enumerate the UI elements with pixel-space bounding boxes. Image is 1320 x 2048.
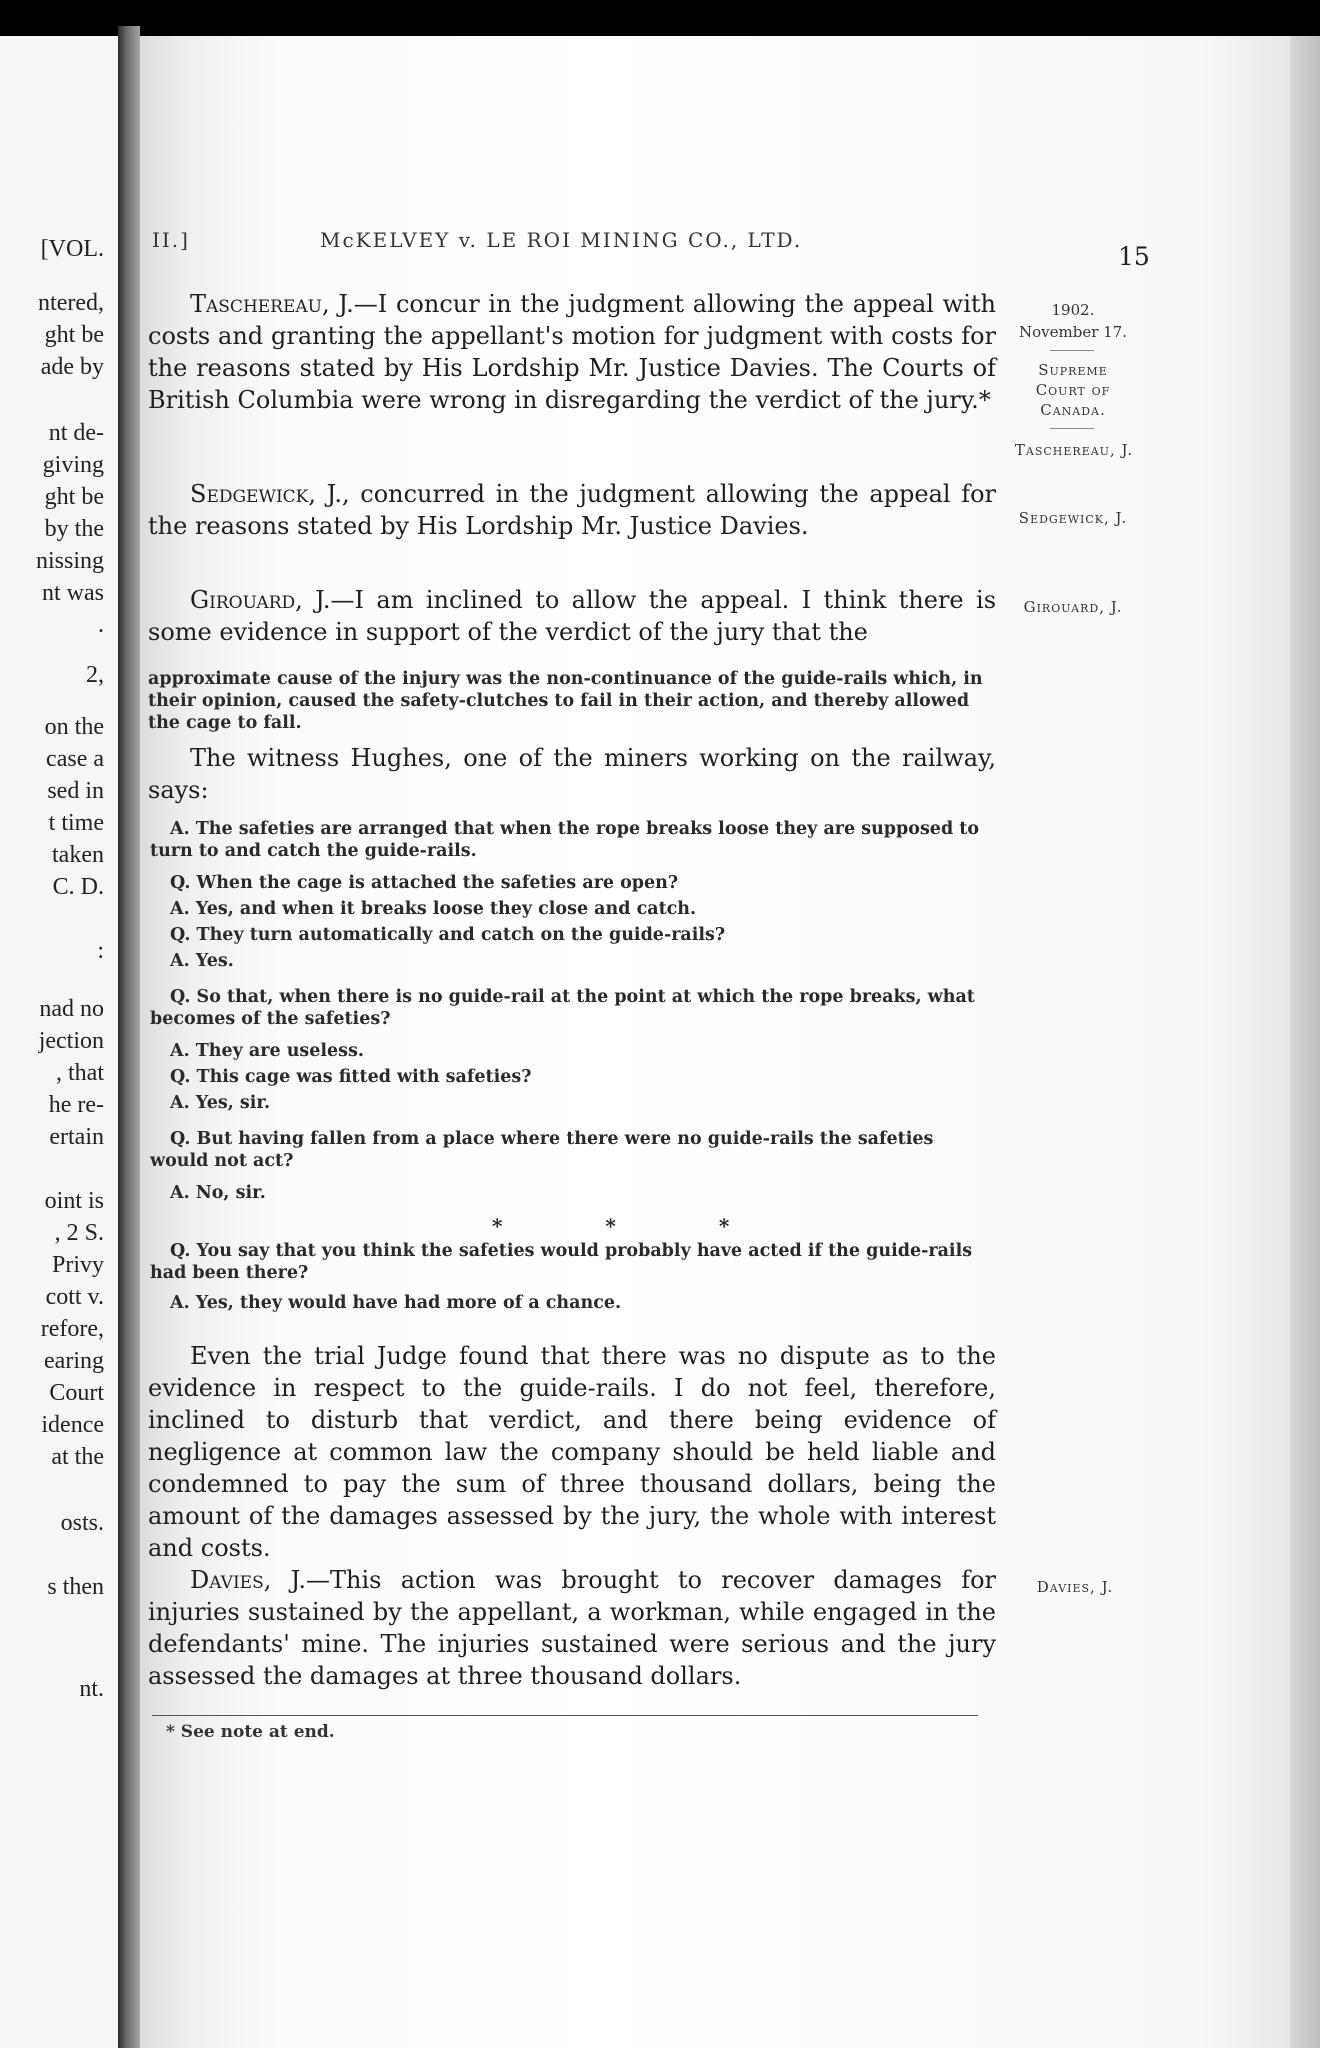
ellipsis-stars: * * * bbox=[492, 1214, 778, 1238]
facing-page-line: nt. bbox=[79, 1676, 104, 1702]
paragraph-text: —I concur in the judgment allowing the appeal with costs and granting the appellant's motion for judgment with costs for the reasons stated by His Lordship Mr. Justice Davies. The Courts of British Columbia were wrong in disregarding the verdict of the jury.* bbox=[148, 290, 996, 414]
testimony-line: A. They are useless. bbox=[170, 1041, 364, 1061]
testimony-line: A. Yes, and when it breaks loose they close and catch. bbox=[170, 899, 697, 919]
testimony-line: Q. You say that you think the safeties would probably have acted if the guide-rails had been there? bbox=[150, 1241, 973, 1283]
witness-intro: The witness Hughes, one of the miners working on the railway, says: bbox=[148, 744, 996, 804]
margin-court-3: Canada. bbox=[1040, 401, 1106, 419]
facing-page-line: 2, bbox=[86, 662, 104, 688]
facing-page-line: at the bbox=[51, 1444, 104, 1470]
facing-page-line: he re- bbox=[48, 1092, 104, 1118]
facing-page-line: sed in bbox=[47, 778, 104, 804]
facing-page-line: Privy bbox=[51, 1252, 104, 1278]
margin-court-2: Court of bbox=[1035, 381, 1111, 399]
facing-page-line: earing bbox=[44, 1348, 104, 1374]
testimony-line: Q. When the cage is attached the safeties are open? bbox=[170, 873, 679, 893]
footnote: * See note at end. bbox=[166, 1722, 335, 1742]
margin-rule bbox=[1050, 428, 1094, 429]
facing-page-line: nt was bbox=[42, 580, 104, 606]
testimony-line: A. Yes. bbox=[170, 951, 234, 971]
margin-sedgewick: Sedgewick, J. bbox=[1018, 509, 1128, 527]
testimony-line: A. No, sir. bbox=[170, 1183, 266, 1203]
facing-page-line: Court bbox=[49, 1380, 104, 1406]
book-spine bbox=[118, 26, 140, 2048]
paragraph-text: , concurred in the judgment allowing the appeal for the reasons stated by His Lordship Mr. Justice Davies. bbox=[148, 480, 996, 540]
facing-page-line: cott v. bbox=[45, 1284, 104, 1310]
facing-page-fragment bbox=[0, 36, 118, 2048]
testimony-line: A. Yes, they would have had more of a chance. bbox=[170, 1293, 622, 1313]
testimony-line: Q. This cage was fitted with safeties? bbox=[170, 1067, 532, 1087]
judge-name: Taschereau, J. bbox=[190, 290, 354, 318]
facing-page-line: , that bbox=[56, 1060, 104, 1086]
volume-mark: II.] bbox=[152, 228, 190, 252]
margin-court-1: Supreme bbox=[1038, 361, 1108, 379]
page-number: 15 bbox=[1118, 242, 1150, 271]
testimony-line: Q. But having fallen from a place where there were no guide-rails the safeties would not act? bbox=[150, 1129, 934, 1171]
judge-name: Girouard, J. bbox=[190, 586, 331, 614]
facing-page-line: giving bbox=[42, 452, 104, 478]
facing-page-line: ade by bbox=[40, 354, 104, 380]
paragraph-text: —I am inclined to allow the appeal. I think there is some evidence in support of the verdict of the jury that the bbox=[148, 586, 997, 646]
facing-page-line: s then bbox=[47, 1574, 104, 1600]
facing-page-line: t time bbox=[48, 810, 104, 836]
taschereau-paragraph bbox=[148, 288, 996, 416]
sedgewick-paragraph bbox=[148, 478, 996, 542]
margin-date: November 17. bbox=[1018, 323, 1127, 341]
girouard-quote: approximate cause of the injury was the non-continuance of the guide-rails which, in their opinion, caused the safety-clutches to fail in their action, and thereby allowed the cage to fall. bbox=[148, 669, 983, 733]
testimony-line: A. Yes, sir. bbox=[170, 1093, 271, 1113]
facing-page-line: nad no bbox=[39, 996, 104, 1022]
margin-taschereau: Taschereau, J. bbox=[1014, 441, 1134, 459]
facing-page-line: ntered, bbox=[38, 290, 104, 316]
footnote-rule bbox=[152, 1715, 978, 1716]
facing-page-line: C. D. bbox=[52, 874, 104, 900]
facing-page-line: . bbox=[98, 612, 104, 638]
facing-page-line: by the bbox=[44, 516, 104, 542]
facing-page-line: nt de- bbox=[48, 420, 104, 446]
facing-page-line: , 2 S. bbox=[54, 1220, 104, 1246]
margin-year: 1902. bbox=[1051, 301, 1095, 319]
facing-page-line: osts. bbox=[60, 1510, 104, 1536]
facing-page-line: on the bbox=[44, 714, 104, 740]
facing-page-line: oint is bbox=[44, 1188, 104, 1214]
facing-page-line: jection bbox=[38, 1028, 104, 1054]
facing-page-line: case a bbox=[46, 746, 104, 772]
davies-paragraph bbox=[148, 1564, 996, 1692]
margin-rule bbox=[1050, 350, 1094, 351]
judge-name: Sedgewick, J. bbox=[190, 480, 343, 508]
margin-girouard: Girouard, J. bbox=[1023, 598, 1123, 616]
conclusion-paragraph: Even the trial Judge found that there was no dispute as to the evidence in respect to the guide-rails. I do not feel, therefore, inclined to disturb that verdict, and there being evidence of negligence at common law the company should be held liable and condemned to pay the sum of three thousand dollars, being the amount of the damages assessed by the jury, the whole with interest and costs. bbox=[148, 1342, 996, 1562]
testimony-line: Q. So that, when there is no guide-rail at the point at which the rope breaks, what becomes of the safeties? bbox=[150, 987, 975, 1029]
scan-top-border bbox=[0, 0, 1320, 36]
margin-davies: Davies, J. bbox=[1036, 1578, 1114, 1596]
facing-page-line: : bbox=[97, 938, 104, 964]
facing-page-line: ertain bbox=[49, 1124, 104, 1150]
paragraph-text: —This action was brought to recover damages for injuries sustained by the appellant, a workman, while engaged in the defendants' mine. The injuries sustained were serious and the jury assessed the damages at three thousand dollars. bbox=[148, 1566, 997, 1690]
facing-page-line: idence bbox=[41, 1412, 104, 1438]
running-title: McKELVEY v. LE ROI MINING CO., LTD. bbox=[320, 228, 803, 252]
testimony-line: A. The safeties are arranged that when the rope breaks loose they are supposed to turn to and catch the guide-rails. bbox=[150, 819, 980, 861]
facing-page-line: ght be bbox=[44, 484, 104, 510]
facing-page-line: taken bbox=[52, 842, 104, 868]
testimony-line: Q. They turn automatically and catch on the guide-rails? bbox=[170, 925, 726, 945]
facing-page-line: [VOL. bbox=[40, 236, 104, 262]
girouard-paragraph bbox=[148, 584, 996, 648]
facing-page-line: ght be bbox=[44, 322, 104, 348]
facing-page-line: refore, bbox=[40, 1316, 104, 1342]
judge-name: Davies, J. bbox=[190, 1566, 307, 1594]
page-edge bbox=[1290, 36, 1320, 2048]
facing-page-line: nissing bbox=[35, 548, 104, 574]
